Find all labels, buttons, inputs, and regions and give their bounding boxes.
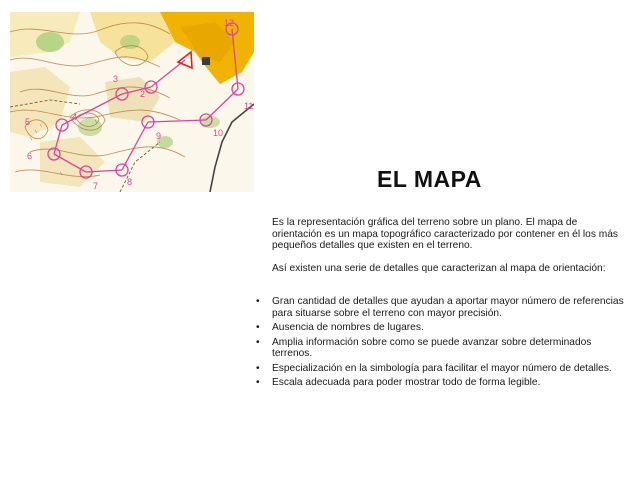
control-number-3: 3 <box>113 74 119 84</box>
slide-title: EL MAPA <box>377 166 482 192</box>
list-item <box>256 377 626 389</box>
details-intro-paragraph: Así existen una serie de detalles que caracterizan al mapa de orientación: <box>272 263 606 274</box>
control-number-6: 6 <box>27 151 33 161</box>
list-item-text: Amplia información sobre como se puede avanzar sobre determinados terrenos. <box>272 336 592 359</box>
list-item <box>256 337 626 360</box>
list-item <box>256 296 626 319</box>
bullet-icon: • <box>256 322 260 333</box>
control-number-7: 7 <box>93 181 99 191</box>
list-item <box>256 322 626 334</box>
list-item-text: Ausencia de nombres de lugares. <box>272 322 424 333</box>
control-number-12: 12 <box>224 18 235 28</box>
bullet-icon: • <box>256 362 260 374</box>
control-number-4: 4 <box>72 112 78 122</box>
bullet-icon: • <box>256 296 260 307</box>
control-number-9: 9 <box>156 131 162 141</box>
feature-list <box>256 296 626 392</box>
list-item <box>256 363 626 375</box>
control-number-10: 10 <box>213 128 224 138</box>
control-number-8: 8 <box>127 177 133 187</box>
control-number-11: 11 <box>244 101 254 111</box>
intro-paragraph: Es la representación gráfica del terreno sobre un plano. El mapa de orientación es un mapa topográfico caracterizado por contener en él los más pequeños detalles que existen en el terreno. <box>272 217 619 251</box>
list-item-text: Especialización en la simbología para facilitar el mayor número de detalles. <box>272 362 612 374</box>
list-item-text: Escala adecuada para poder mostrar todo de forma legible. <box>272 377 541 388</box>
control-number-5: 5 <box>25 117 31 127</box>
bullet-icon: • <box>256 377 260 388</box>
orienteering-map-image <box>10 12 254 192</box>
control-number-2: 2 <box>140 89 146 99</box>
bullet-icon: • <box>256 336 260 348</box>
list-item-text: Gran cantidad de detalles que ayudan a aportar mayor número de referencias para situarse sobre el terreno con mayor precisión. <box>272 296 624 319</box>
